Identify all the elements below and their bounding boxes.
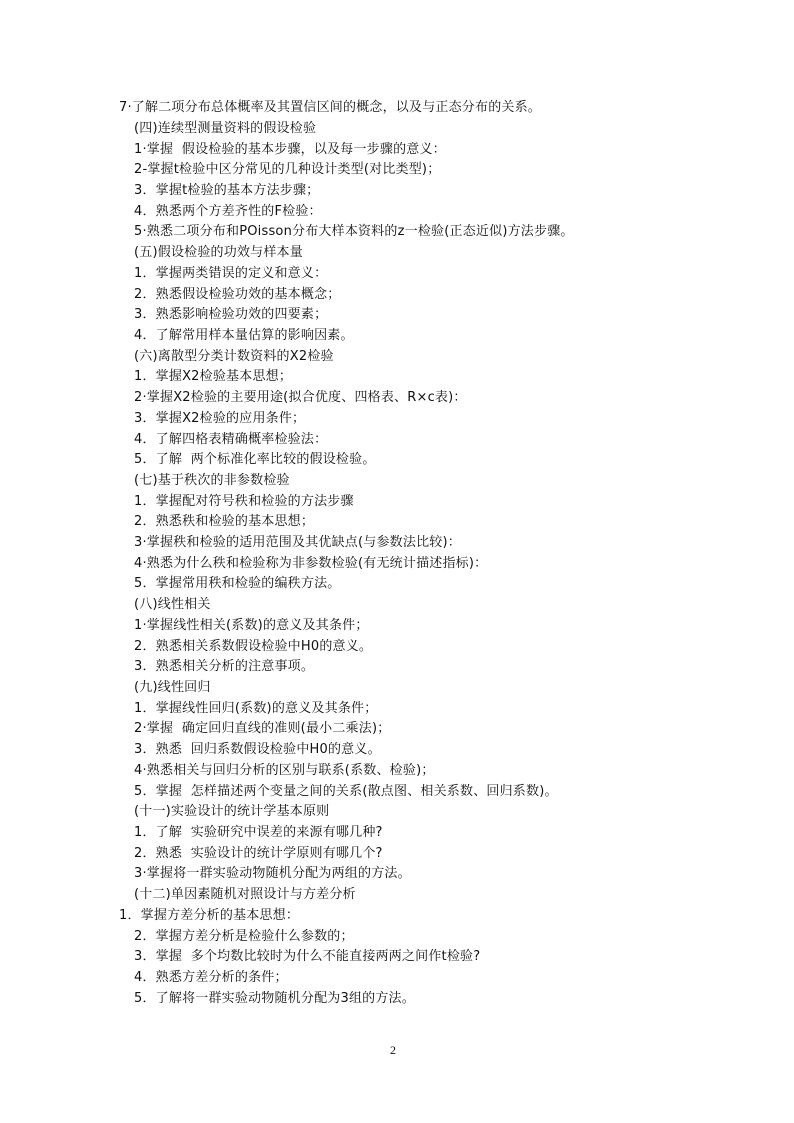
section-11-item-1: 1．了解 实验研究中误差的来源有哪几种? [134, 825, 383, 840]
section-6-item-1: 1．掌握X2检验基本思想； [134, 369, 293, 384]
section-9-item-2: 2·掌握 确定回归直线的准则(最小二乘法)； [134, 721, 391, 736]
section-9-item-3: 3．熟悉 回归系数假设检验中H0的意义。 [134, 742, 381, 757]
section-11-item-2: 2．熟悉 实验设计的统计学原则有哪几个? [134, 846, 383, 861]
section-9-item-5: 5．掌握 怎样描述两个变量之间的关系(散点图、相关系数、回归系数)。 [134, 784, 558, 799]
section-12-item-1: 1．掌握方差分析的基本思想： [119, 908, 300, 923]
section-7-heading: (七)基于秩次的非参数检验 [134, 473, 290, 488]
section-8-item-3: 3．熟悉相关分析的注意事项。 [134, 659, 315, 674]
section-7-item-4: 4·熟悉为什么秩和检验称为非参数检验(有无统计描述指标)： [134, 556, 488, 571]
section-9-heading: (九)线性回归 [134, 680, 211, 695]
section-12-heading: (十二)单因素随机对照设计与方差分析 [134, 887, 356, 902]
section-5-item-1: 1．掌握两类错误的定义和意义： [134, 266, 328, 281]
section-7-item-3: 3·掌握秩和检验的适用范围及其优缺点(与参数法比较)： [134, 535, 461, 550]
section-8-heading: (八)线性相关 [134, 597, 211, 612]
section-4-heading: (四)连续型测量资料的假设检验 [134, 121, 317, 136]
section-4-item-2: 2-掌握t检验中区分常见的几种设计类型(对比类型)； [134, 162, 441, 177]
section-6-item-5: 5．了解 两个标准化率比较的假设检验。 [134, 452, 376, 467]
section-9-item-1: 1．掌握线性回归(系数)的意义及其条件； [134, 701, 378, 716]
section-5-item-4: 4．了解常用样本量估算的影响因素。 [134, 328, 354, 343]
section-12-item-4: 4．熟悉方差分析的条件； [134, 970, 288, 985]
section-8-item-1: 1·掌握线性相关(系数)的意义及其条件； [134, 618, 369, 633]
section-4-item-4: 4．熟悉两个方差齐性的F检验： [134, 204, 322, 219]
section-7-item-2: 2．熟悉秩和检验的基本思想； [134, 514, 315, 529]
section-4-item-1: 1·掌握 假设检验的基本步骤，以及每一步骤的意义： [134, 142, 446, 157]
section-5-item-3: 3．熟悉影响检验功效的四要素； [134, 307, 328, 322]
section-11-heading: (十一)实验设计的统计学基本原则 [134, 804, 330, 819]
section-7-item-5: 5．掌握常用秩和检验的编秩方法。 [134, 576, 341, 591]
section-6-heading: (六)离散型分类计数资料的X2检验 [134, 349, 334, 364]
section-5-item-2: 2．熟悉假设检验功效的基本概念； [134, 287, 341, 302]
section-4-item-5: 5·熟悉二项分布和POisson分布大样本资料的z一检验(正态近似)方法步骤。 [134, 224, 574, 239]
section-8-item-2: 2．熟悉相关系数假设检验中H0的意义。 [134, 639, 373, 654]
section-4-item-3: 3．掌握t检验的基本方法步骤； [134, 183, 320, 198]
page-number: 2 [390, 1043, 396, 1057]
section-12-item-2: 2．掌握方差分析是检验什么参数的； [134, 929, 354, 944]
section-12-item-5: 5．了解将一群实验动物随机分配为3组的方法。 [134, 991, 415, 1006]
section-11-item-3: 3·掌握将一群实验动物随机分配为两组的方法。 [134, 866, 411, 881]
section-5-heading: (五)假设检验的功效与样本量 [134, 245, 303, 260]
item-7-binomial: 7·了解二项分布总体概率及其置信区间的概念，以及与正态分布的关系。 [119, 100, 542, 115]
section-6-item-4: 4．了解四格表精确概率检验法： [134, 432, 328, 447]
section-7-item-1: 1．掌握配对符号秩和检验的方法步骤 [134, 494, 354, 509]
section-9-item-4: 4·熟悉相关与回归分析的区别与联系(系数、检验)； [134, 763, 435, 778]
section-6-item-3: 3．掌握X2检验的应用条件； [134, 411, 306, 426]
section-12-item-3: 3．掌握 多个均数比较时为什么不能直接两两之间作t检验? [134, 949, 481, 964]
section-6-item-2: 2·掌握X2检验的主要用途(拟合优度、四格表、R×c表)： [134, 390, 467, 405]
